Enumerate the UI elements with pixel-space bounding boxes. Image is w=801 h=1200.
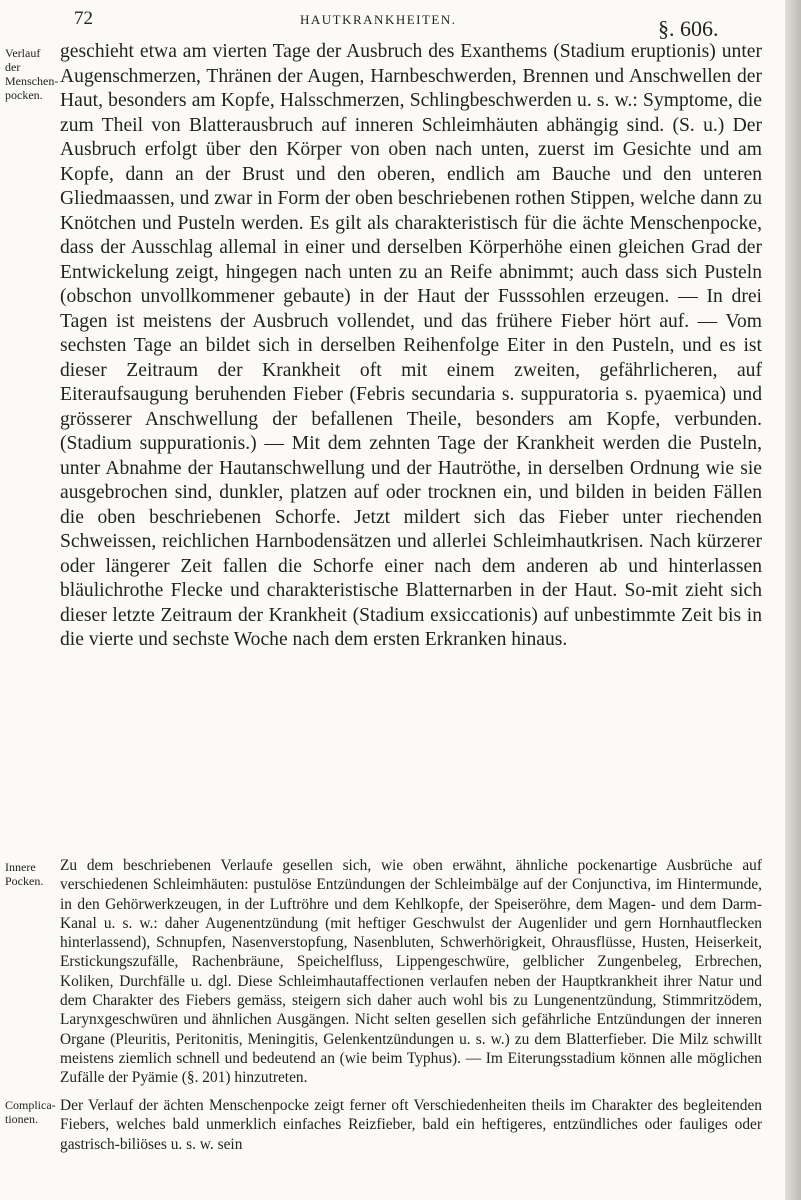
paragraph-verlauf [60, 40, 762, 653]
running-title: HAUTKRANKHEITEN. [300, 12, 457, 27]
paragraph-complica-text: Der Verlauf der ächten Menschenpocke zeigt ferner oft Verschiedenheiten theils im Charakter des begleitenden Fiebers, welches bald unmerklich einfaches Reizfieber, bald ein heftigeres, entzündliches oder fauliges oder gastrisch-biliöses u. s. w. sein [60, 1097, 762, 1153]
paragraph-innere-text: Zu dem beschriebenen Verlaufe gesellen sich, wie oben erwähnt, ähnliche pockenartige Ausbrüche auf verschiedenen Schleimhäuten: pustulöse Entzündungen der Schleimbälge auf der Conjunctiva, im Hintermunde, in den Gehörwerkzeugen, in der Luftröhre und dem Kehlkopfe, der Speiseröhre, dem Magen- und dem Darm-Kanal u. s. w.: daher Augenentzündung (mit heftiger Geschwulst der Augenlider und gern Hornhautflecken hinterlassend), Schnupfen, Nasenverstopfung, Nasenbluten, Schwerhörigkeit, Ohrausflüsse, Husten, Heiserkeit, Erstickungszufälle, Rachenbräune, Speichelfluss, Lippengeschwüre, gelblicher Zungenbeleg, Erbrechen, Koliken, Durchfälle u. dgl. Diese Schleimhautaffectionen verlaufen neben der Hauptkrankheit ihrer Natur und dem Charakter des Fiebers gemäss, steigern sich daher auch wohl bis zu Lungenentzündung, Stimmritzödem, Larynxgeschwüren und ähnlichen Ausgängen. Nicht selten gesellen sich gefährliche Entzündungen der inneren Organe (Pleuritis, Peritonitis, Meningitis, Gelenkentzündungen u. s. w.) zu dem Blatterfieber. Die Milz schwillt meistens ziemlich schnell und bedeutend an (wie beim Typhus). — Im Eiterungsstadium können alle möglichen Zufälle der Pyämie (§. 201) hinzutreten. [60, 857, 762, 1087]
margin-note-innere: Innere Pocken. [5, 860, 44, 888]
page-edge-shadow [785, 0, 801, 1200]
margin-note-complica: Complica-tionen. [5, 1098, 56, 1126]
paragraph-complica [60, 1096, 762, 1154]
margin-note-verlauf: Verlauf der Menschen-pocken. [5, 46, 59, 102]
section-number: §. 606. [658, 16, 719, 41]
paragraph-verlauf-text: geschieht etwa am vierten Tage der Ausbruch des Exanthems (Stadium eruptionis) unter Augenschmerzen, Thränen der Augen, Harnbeschwerden, Brennen und Anschwellen der Haut, besonders am Kopfe, Halsschmerzen, Schlingbeschwerden u. s. w.: Symptome, die zum Theil von Blatterausbruch auf inneren Schleimhäuten abhängig sind. (S. u.) Der Ausbruch erfolgt über den Körper von oben nach unten, zuerst im Gesichte und am Kopfe, dann an der Brust und den oberen, endlich am Bauche und den unteren Gliedmaassen, und zwar in Form der oben beschriebenen rothen Stippen, welche dann zu Knötchen und Pusteln werden. Es gilt als charakteristisch für die ächte Menschenpocke, dass der Ausschlag allemal in einer und derselben Körperhöhe einen gleichen Grad der Entwickelung zeigt, hingegen nach unten zu an Reife abnimmt; auch dass sich Pusteln (obschon unvollkommener gebaute) in der Haut der Fusssohlen erzeugen. — In drei Tagen ist meistens der Ausbruch vollendet, und das frühere Fieber hört auf. — Vom sechsten Tage an bildet sich in derselben Reihenfolge Eiter in den Pusteln, und es ist dieser Zeitraum der Krankheit oft mit einem zweiten, gefährlicheren, auf Eiteraufsaugung beruhenden Fieber (Febris secundaria s. suppuratoria s. pyaemica) und grösserer Anschwellung der befallenen Theile, besonders am Kopfe, verbunden. (Stadium suppurationis.) — Mit dem zehnten Tage der Krankheit werden die Pusteln, unter Abnahme der Hautanschwellung und der Hautröthe, in derselben Ordnung wie sie ausgebrochen sind, dunkler, platzen auf oder trocknen ein, und bilden in beiden Fällen die oben beschriebenen Schorfe. Jetzt mildert sich das Fieber unter riechenden Schweissen, reichlichen Harnbodensätzen und allerlei Schleimhautkrisen. Nach kürzerer oder längerer Zeit fallen die Schorfe einer nach dem anderen ab und hinterlassen bläulichrothe Flecke und charakteristische Blatternarben in der Haut. So-mit zieht sich dieser letzte Zeitraum der Krankheit (Stadium exsiccationis) auf unbestimmte Zeit bis in die vierte und sechste Woche nach dem ersten Erkranken hinaus. [60, 41, 762, 650]
page-number: 72 [74, 8, 93, 29]
paragraph-innere [60, 856, 762, 1088]
